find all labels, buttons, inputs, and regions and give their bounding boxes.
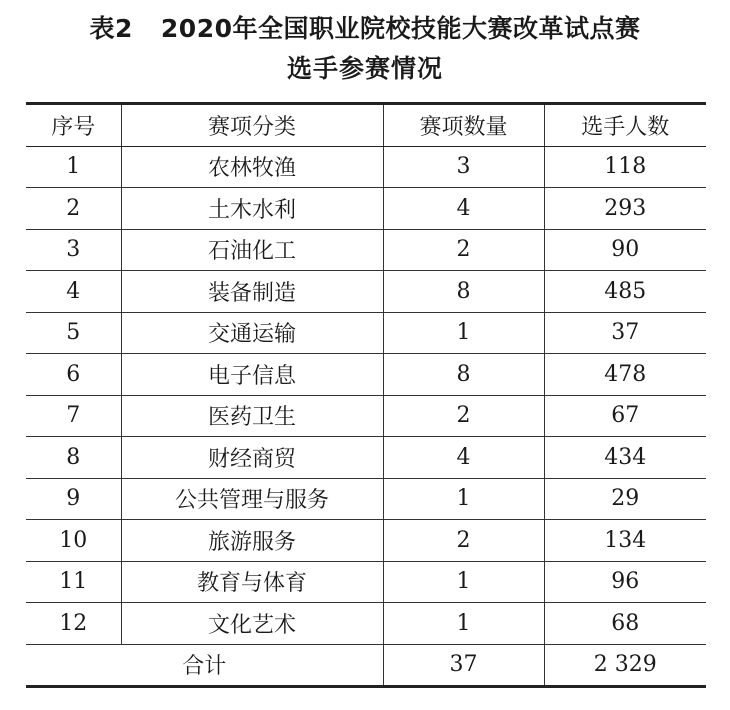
row-event-count: 8: [383, 271, 544, 313]
table-number: 表2: [89, 14, 133, 43]
row-event-count: 2: [383, 395, 544, 437]
row-participants: 37: [544, 312, 706, 354]
row-category: 农林牧渔: [121, 146, 383, 188]
row-category: 石油化工: [121, 229, 383, 271]
row-category: 旅游服务: [121, 520, 383, 562]
row-serial: 5: [26, 312, 121, 354]
table-row: [26, 478, 706, 520]
row-serial: 3: [26, 229, 121, 271]
total-event-count: 37: [383, 644, 544, 687]
row-participants: 29: [544, 478, 706, 520]
row-participants: 293: [544, 188, 706, 230]
header-category: 赛项分类: [121, 104, 383, 147]
row-category: 医药卫生: [121, 395, 383, 437]
table-row: [26, 312, 706, 354]
caption-line-1: [0, 14, 730, 44]
table-row: [26, 561, 706, 603]
total-participants: 2 329: [544, 644, 706, 687]
row-serial: 4: [26, 271, 121, 313]
competition-table: [26, 102, 706, 688]
row-category: 教育与体育: [121, 561, 383, 603]
row-category: 土木水利: [121, 188, 383, 230]
row-serial: 7: [26, 395, 121, 437]
row-event-count: 1: [383, 478, 544, 520]
header-event-count: 赛项数量: [383, 104, 544, 147]
row-participants: 434: [544, 437, 706, 479]
row-event-count: 3: [383, 146, 544, 188]
row-event-count: 4: [383, 188, 544, 230]
row-participants: 90: [544, 229, 706, 271]
row-event-count: 1: [383, 561, 544, 603]
row-category: 电子信息: [121, 354, 383, 396]
table-row: [26, 229, 706, 271]
table-row: [26, 354, 706, 396]
row-event-count: 8: [383, 354, 544, 396]
row-serial: 10: [26, 520, 121, 562]
row-category: 文化艺术: [121, 603, 383, 645]
row-serial: 12: [26, 603, 121, 645]
row-event-count: 2: [383, 520, 544, 562]
table-row: [26, 437, 706, 479]
row-serial: 9: [26, 478, 121, 520]
row-serial: 2: [26, 188, 121, 230]
row-participants: 485: [544, 271, 706, 313]
row-participants: 478: [544, 354, 706, 396]
row-serial: 6: [26, 354, 121, 396]
row-participants: 68: [544, 603, 706, 645]
row-serial: 8: [26, 437, 121, 479]
table-row: [26, 146, 706, 188]
row-serial: 1: [26, 146, 121, 188]
row-serial: 11: [26, 561, 121, 603]
table-row: [26, 520, 706, 562]
row-participants: 118: [544, 146, 706, 188]
table-row: [26, 271, 706, 313]
total-label: 合计: [26, 644, 383, 687]
row-category: 装备制造: [121, 271, 383, 313]
row-event-count: 1: [383, 312, 544, 354]
row-participants: 134: [544, 520, 706, 562]
total-row: [26, 644, 706, 687]
row-participants: 67: [544, 395, 706, 437]
row-category: 财经商贸: [121, 437, 383, 479]
header-serial: 序号: [26, 104, 121, 147]
table-row: [26, 395, 706, 437]
table-title-line-2: 选手参赛情况: [286, 54, 443, 83]
header-participants: 选手人数: [544, 104, 706, 147]
row-category: 交通运输: [121, 312, 383, 354]
row-event-count: 2: [383, 229, 544, 271]
table-title: 2020年全国职业院校技能大赛改革试点赛: [160, 14, 641, 43]
row-event-count: 4: [383, 437, 544, 479]
table-row: [26, 188, 706, 230]
row-category: 公共管理与服务: [121, 478, 383, 520]
row-event-count: 1: [383, 603, 544, 645]
table-row: [26, 603, 706, 645]
table-caption: [0, 14, 730, 84]
row-participants: 96: [544, 561, 706, 603]
header-row: [26, 104, 706, 147]
